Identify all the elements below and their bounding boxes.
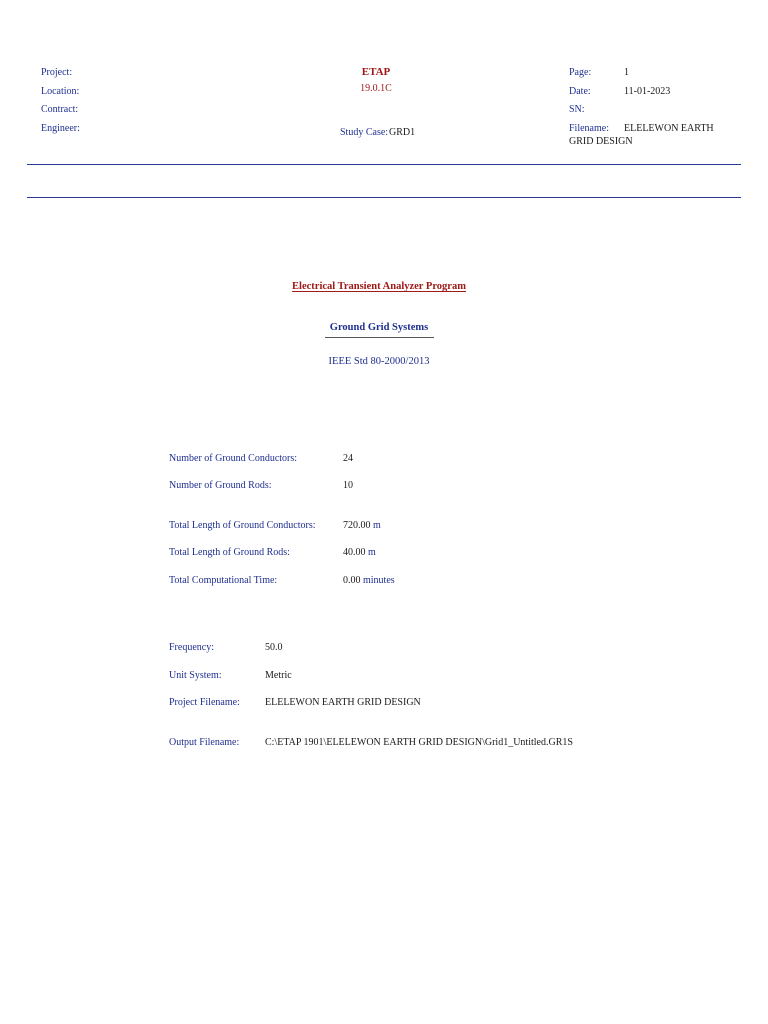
summary-value: 10 [343, 480, 353, 491]
summary-label: Total Length of Ground Rods: [169, 547, 290, 558]
summary-unit: minutes [363, 575, 395, 586]
page-number: 1 [624, 67, 629, 78]
summary-value-with-unit [343, 520, 381, 531]
project-label: Project: [41, 67, 73, 78]
page-label: Page: [569, 67, 592, 78]
setting-label: Project Filename: [169, 697, 240, 708]
setting-value: Metric [265, 670, 292, 681]
program-title: Electrical Transient Analyzer Program [292, 281, 466, 292]
date-label: Date: [569, 86, 591, 97]
module-title-underline [325, 337, 434, 338]
filename-value-line1: ELELEWON EARTH [624, 123, 714, 134]
summary-value: 0.00 [343, 575, 361, 586]
summary-value: 24 [343, 453, 353, 464]
summary-label: Number of Ground Conductors: [169, 453, 298, 464]
filename-label: Filename: [569, 123, 609, 134]
setting-label: Frequency: [169, 642, 214, 653]
setting-label: Output Filename: [169, 737, 240, 748]
standard-title: IEEE Std 80-2000/2013 [328, 356, 430, 367]
summary-label: Number of Ground Rods: [169, 480, 272, 491]
summary-value-with-unit [343, 547, 376, 558]
header-divider-top [27, 164, 741, 165]
contract-label: Contract: [41, 104, 79, 115]
setting-label: Unit System: [169, 670, 222, 681]
engineer-label: Engineer: [41, 123, 80, 134]
summary-label: Total Computational Time: [169, 575, 278, 586]
app-name: ETAP [361, 66, 391, 78]
header-divider-bottom [27, 197, 741, 198]
sn-label: SN: [569, 104, 585, 115]
setting-value: C:\ETAP 1901\ELELEWON EARTH GRID DESIGN\Grid1_Untitled.GR1S [265, 737, 573, 748]
summary-value-with-unit [343, 575, 395, 586]
setting-value: 50.0 [265, 642, 283, 653]
app-version: 19.0.1C [360, 83, 392, 94]
location-label: Location: [41, 86, 80, 97]
date-value: 11-01-2023 [624, 86, 671, 97]
summary-label: Total Length of Ground Conductors: [169, 520, 316, 531]
study-case-value: GRD1 [389, 127, 416, 138]
summary-value: 720.00 [343, 520, 371, 531]
summary-unit: m [368, 547, 376, 558]
study-case-label: Study Case: [340, 127, 389, 138]
setting-value: ELELEWON EARTH GRID DESIGN [265, 697, 421, 708]
summary-value: 40.00 [343, 547, 366, 558]
module-title: Ground Grid Systems [329, 322, 429, 333]
filename-value-line2: GRID DESIGN [569, 136, 633, 147]
summary-unit: m [373, 520, 381, 531]
